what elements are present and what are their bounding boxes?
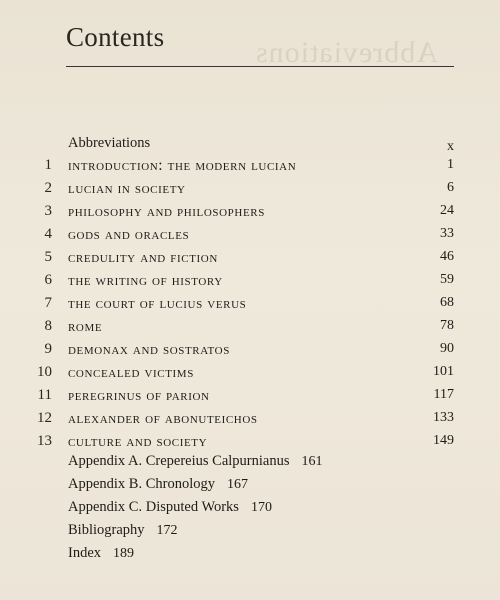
chapter-title: lucian in society: [68, 180, 186, 197]
toc-row-chapter: [0, 318, 500, 340]
toc-row-chapter: [0, 249, 500, 271]
chapter-page: 46: [440, 249, 454, 264]
chapter-number: 12: [37, 410, 52, 426]
chapter-number: 13: [37, 433, 52, 449]
chapter-page: 101: [433, 364, 454, 379]
entry-label: Bibliography: [68, 522, 145, 538]
toc-row-chapter: [0, 203, 500, 225]
back-matter-entry: [68, 499, 272, 516]
chapter-page: 33: [440, 226, 454, 241]
chapter-page: 133: [433, 410, 454, 425]
chapter-number: 5: [44, 249, 52, 265]
chapter-page: 117: [433, 387, 454, 402]
entry-page: 167: [227, 477, 249, 492]
chapter-title: the court of lucius verus: [68, 295, 247, 312]
toc-row-chapter: [0, 180, 500, 202]
chapter-title: rome: [68, 318, 103, 335]
chapter-title: peregrinus of parion: [68, 387, 210, 404]
chapter-title: alexander of abonuteichos: [68, 410, 258, 427]
entry-page: 170: [250, 500, 272, 515]
toc-entry-page: x: [447, 139, 454, 154]
back-matter-entry: [68, 522, 178, 539]
page-title: Contents: [66, 22, 165, 52]
chapter-page: 1: [447, 157, 454, 172]
entry-page: 161: [301, 454, 323, 469]
chapter-number: 11: [37, 387, 52, 403]
chapter-page: 149: [433, 433, 454, 448]
toc-row-chapter: [0, 157, 500, 179]
chapter-title: gods and oracles: [68, 226, 190, 243]
toc-entry-label: Abbreviations: [68, 135, 151, 151]
toc-row-chapter: [0, 364, 500, 386]
chapter-page: 6: [447, 180, 454, 195]
chapter-title: introduction: the modern lucian: [68, 157, 297, 174]
chapter-number: 2: [44, 180, 52, 196]
toc-row-chapter: [0, 341, 500, 363]
back-matter-entry: [68, 476, 248, 493]
toc-row-chapter: [0, 433, 500, 455]
chapter-title: concealed victims: [68, 364, 194, 381]
toc-row-appendix: [0, 453, 500, 475]
chapter-number: 8: [44, 318, 52, 334]
toc-row-chapter: [0, 295, 500, 317]
toc-row-appendix: [0, 499, 500, 521]
chapter-page: 59: [440, 272, 454, 287]
chapter-number: 9: [44, 341, 52, 357]
toc-row-appendix: [0, 476, 500, 498]
toc-row-chapter: [0, 410, 500, 432]
toc-row-abbreviations: [0, 135, 500, 157]
back-matter-entry: [68, 545, 134, 562]
chapter-number: 10: [37, 364, 52, 380]
toc-row-chapter: [0, 387, 500, 409]
back-matter-entry: [68, 453, 323, 470]
chapter-title: philosophy and philosophers: [68, 203, 265, 220]
toc-row-chapter: [0, 226, 500, 248]
chapter-number: 4: [44, 226, 52, 242]
entry-page: 189: [113, 546, 135, 561]
chapter-page: 78: [440, 318, 454, 333]
chapter-title: the writing of history: [68, 272, 223, 289]
toc-row-bibliography: [0, 522, 500, 544]
chapter-title: demonax and sostratos: [68, 341, 230, 358]
entry-label: Appendix A. Crepereius Calpurnianus: [68, 453, 290, 469]
chapter-title: credulity and fiction: [68, 249, 218, 266]
chapter-number: 3: [44, 203, 52, 219]
toc-row-index: [0, 545, 500, 567]
chapter-page: 24: [440, 203, 454, 218]
title-rule: [66, 66, 454, 67]
chapter-number: 1: [44, 157, 52, 173]
entry-label: Appendix C. Disputed Works: [68, 499, 239, 515]
chapter-number: 6: [44, 272, 52, 288]
chapter-page: 90: [440, 341, 454, 356]
entry-label: Appendix B. Chronology: [68, 476, 216, 492]
entry-page: 172: [156, 523, 178, 538]
toc-row-chapter: [0, 272, 500, 294]
chapter-page: 68: [440, 295, 454, 310]
bleed-through-text: Abbreviations: [255, 36, 438, 69]
entry-label: Index: [68, 545, 102, 561]
chapter-title: culture and society: [68, 433, 208, 450]
chapter-number: 7: [44, 295, 52, 311]
